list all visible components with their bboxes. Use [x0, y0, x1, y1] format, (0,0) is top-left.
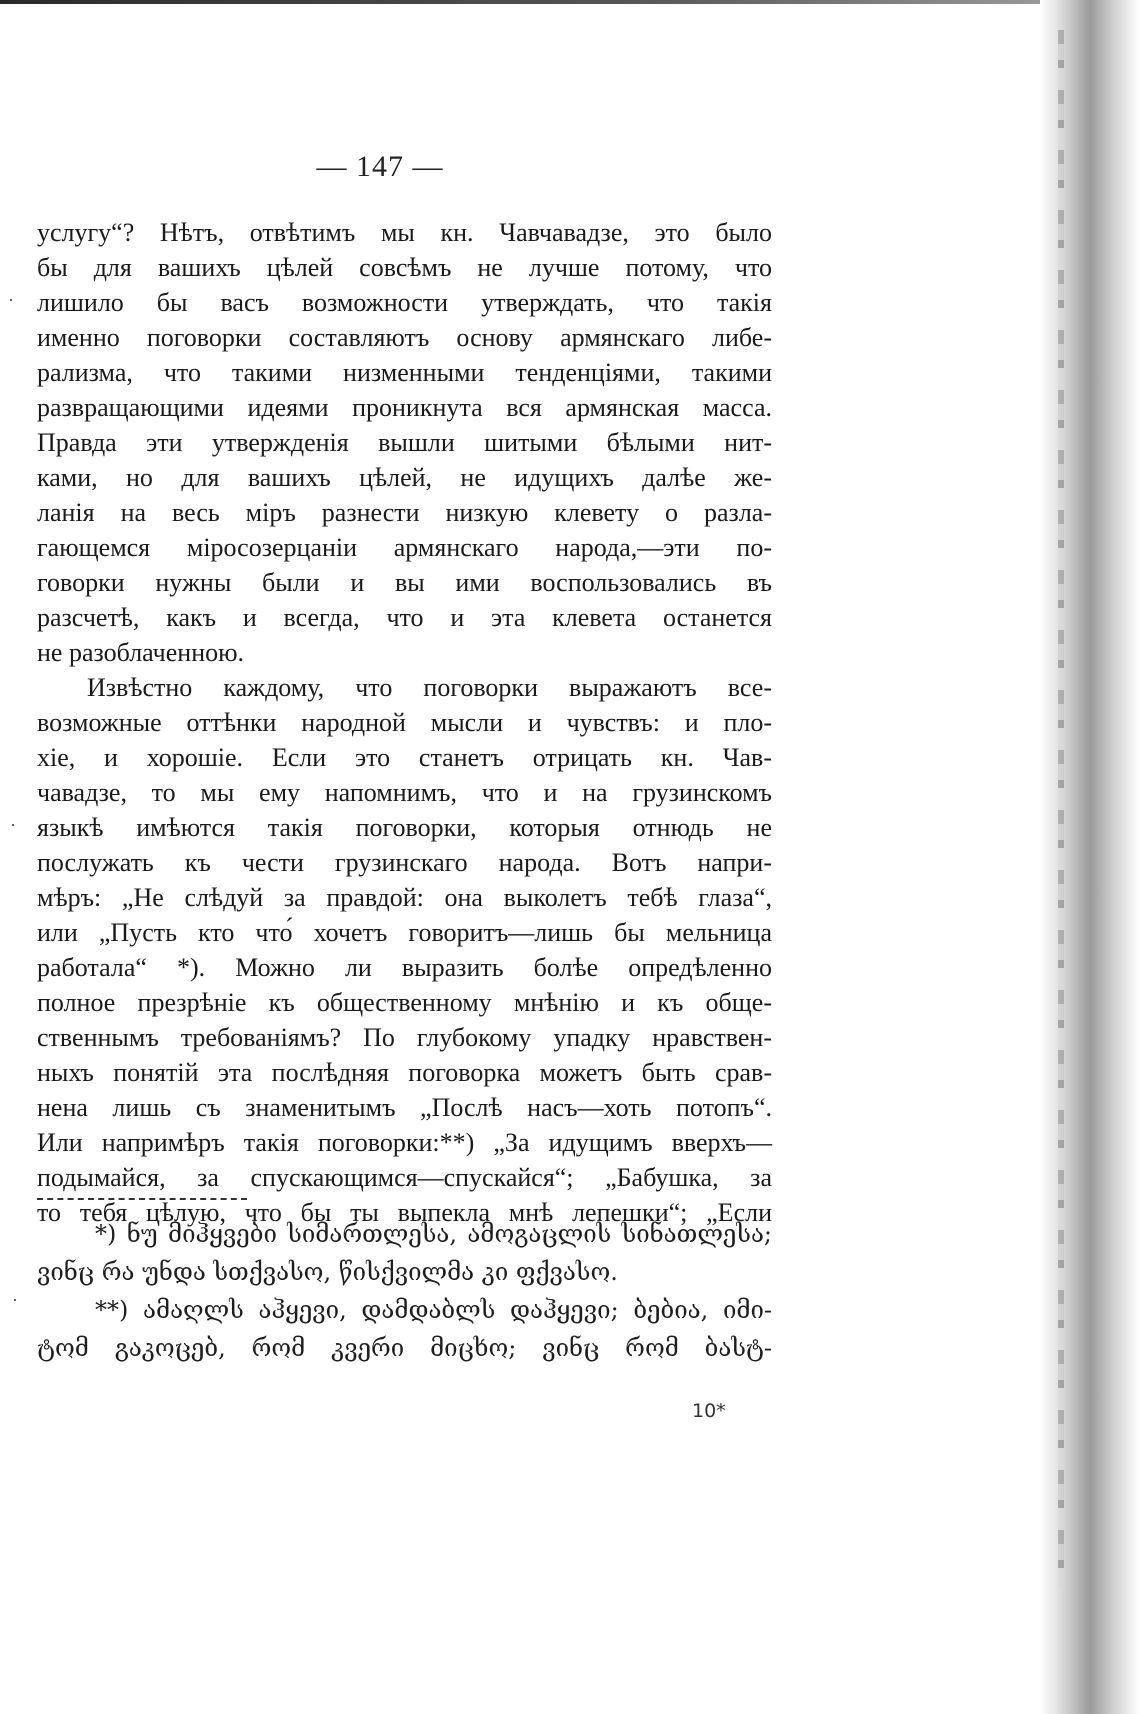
text-line: или „Пусть кто что́ хочетъ говоритъ—лишь бы мельница	[37, 918, 772, 947]
top-border-shadow	[0, 0, 1050, 4]
text-line: разсчетѣ, какъ и всегда, что и эта клевета останется	[37, 603, 772, 632]
text-line: ланія на весь міръ разнести низкую клевету о разла-	[37, 498, 772, 527]
footnote-line: *) ნუ მიჰყვები სიმართლესა, ამოგაცლის სინათლესა;	[95, 1220, 772, 1248]
text-line: услугу“? Нѣтъ, отвѣтимъ мы кн. Чавчавадзе, это было	[37, 218, 772, 247]
margin-dot: ·	[10, 815, 16, 835]
text-line: нена лишь съ знаменитымъ „Послѣ насъ—хоть потопъ“.	[37, 1093, 772, 1122]
text-line: то тебя цѣлую, что бы ты выпекла мнѣ лепешки“; „Если	[37, 1198, 772, 1227]
text-line: ныхъ понятій эта послѣдняя поговорка можетъ быть срав-	[37, 1058, 772, 1087]
page-edge-shadow	[1040, 0, 1140, 1714]
text-line: Или напримѣръ такія поговорки:**) „За идущимъ вверхъ—	[37, 1128, 772, 1157]
text-line: гающемся міросозерцаніи армянскаго народа,—эти по-	[37, 533, 772, 562]
text-line: мѣръ: „Не слѣдуй за правдой: она выколетъ тебѣ глаза“,	[37, 883, 772, 912]
margin-dot: ·	[12, 1290, 18, 1310]
text-line: ственнымъ требованіямъ? По глубокому упадку нравствен-	[37, 1023, 772, 1052]
text-line: именно поговорки составляютъ основу армянскаго либе-	[37, 323, 772, 352]
footnotes	[37, 1215, 772, 1367]
text-line: не разоблаченною.	[37, 638, 245, 667]
footnote-line: **) ამაღლს აჰყევი, დამდაბლს დაჰყევი; ბებია, იმი-	[95, 1296, 772, 1324]
text-line: подымайся, за спускающимся—спускайся“; „Бабушка, за	[37, 1163, 772, 1192]
signature-mark: 10*	[692, 1400, 726, 1422]
footnote-line: ტომ გაკოცებ, რომ კვერი მიცხო; ვინც რომ ბასტ-	[37, 1334, 772, 1362]
margin-dot: ·	[8, 290, 14, 310]
footnote-divider	[37, 1198, 247, 1200]
footnote-line: ვინც რა უნდა სთქვასო, წისქვილმა კი ფქვასო.	[37, 1258, 618, 1286]
text-line: развращающими идеями проникнута вся армянская масса.	[37, 393, 772, 422]
text-line: полное презрѣніе къ общественному мнѣнію и къ обще-	[37, 988, 772, 1017]
page-number: — 147 —	[316, 150, 444, 183]
text-line: работала“ *). Можно ли выразить болѣе опредѣленно	[37, 953, 772, 982]
text-line: говорки нужны были и вы ими воспользовались въ	[37, 568, 772, 597]
body-text	[37, 215, 772, 1230]
text-line: Правда эти утвержденія вышли шитыми бѣлыми нит-	[37, 428, 772, 457]
text-line: возможные оттѣнки народной мысли и чувствъ: и пло-	[37, 708, 772, 737]
text-line: рализма, что такими низменными тенденціями, такими	[37, 358, 772, 387]
text-line: Извѣстно каждому, что поговорки выражаютъ все-	[87, 673, 772, 702]
text-line: бы для вашихъ цѣлей совсѣмъ не лучше потому, что	[37, 253, 772, 282]
text-line: хіе, и хорошіе. Если это станетъ отрицать кн. Чав-	[37, 743, 772, 772]
text-line: ками, но для вашихъ цѣлей, не идущихъ далѣе же-	[37, 463, 772, 492]
text-line: послужать къ чести грузинскаго народа. Вотъ напри-	[37, 848, 772, 877]
text-line: языкѣ имѣются такія поговорки, которыя отнюдь не	[37, 813, 772, 842]
text-line: чавадзе, то мы ему напомнимъ, что и на грузинскомъ	[37, 778, 772, 807]
text-line: лишило бы васъ возможности утверждать, что такія	[37, 288, 772, 317]
